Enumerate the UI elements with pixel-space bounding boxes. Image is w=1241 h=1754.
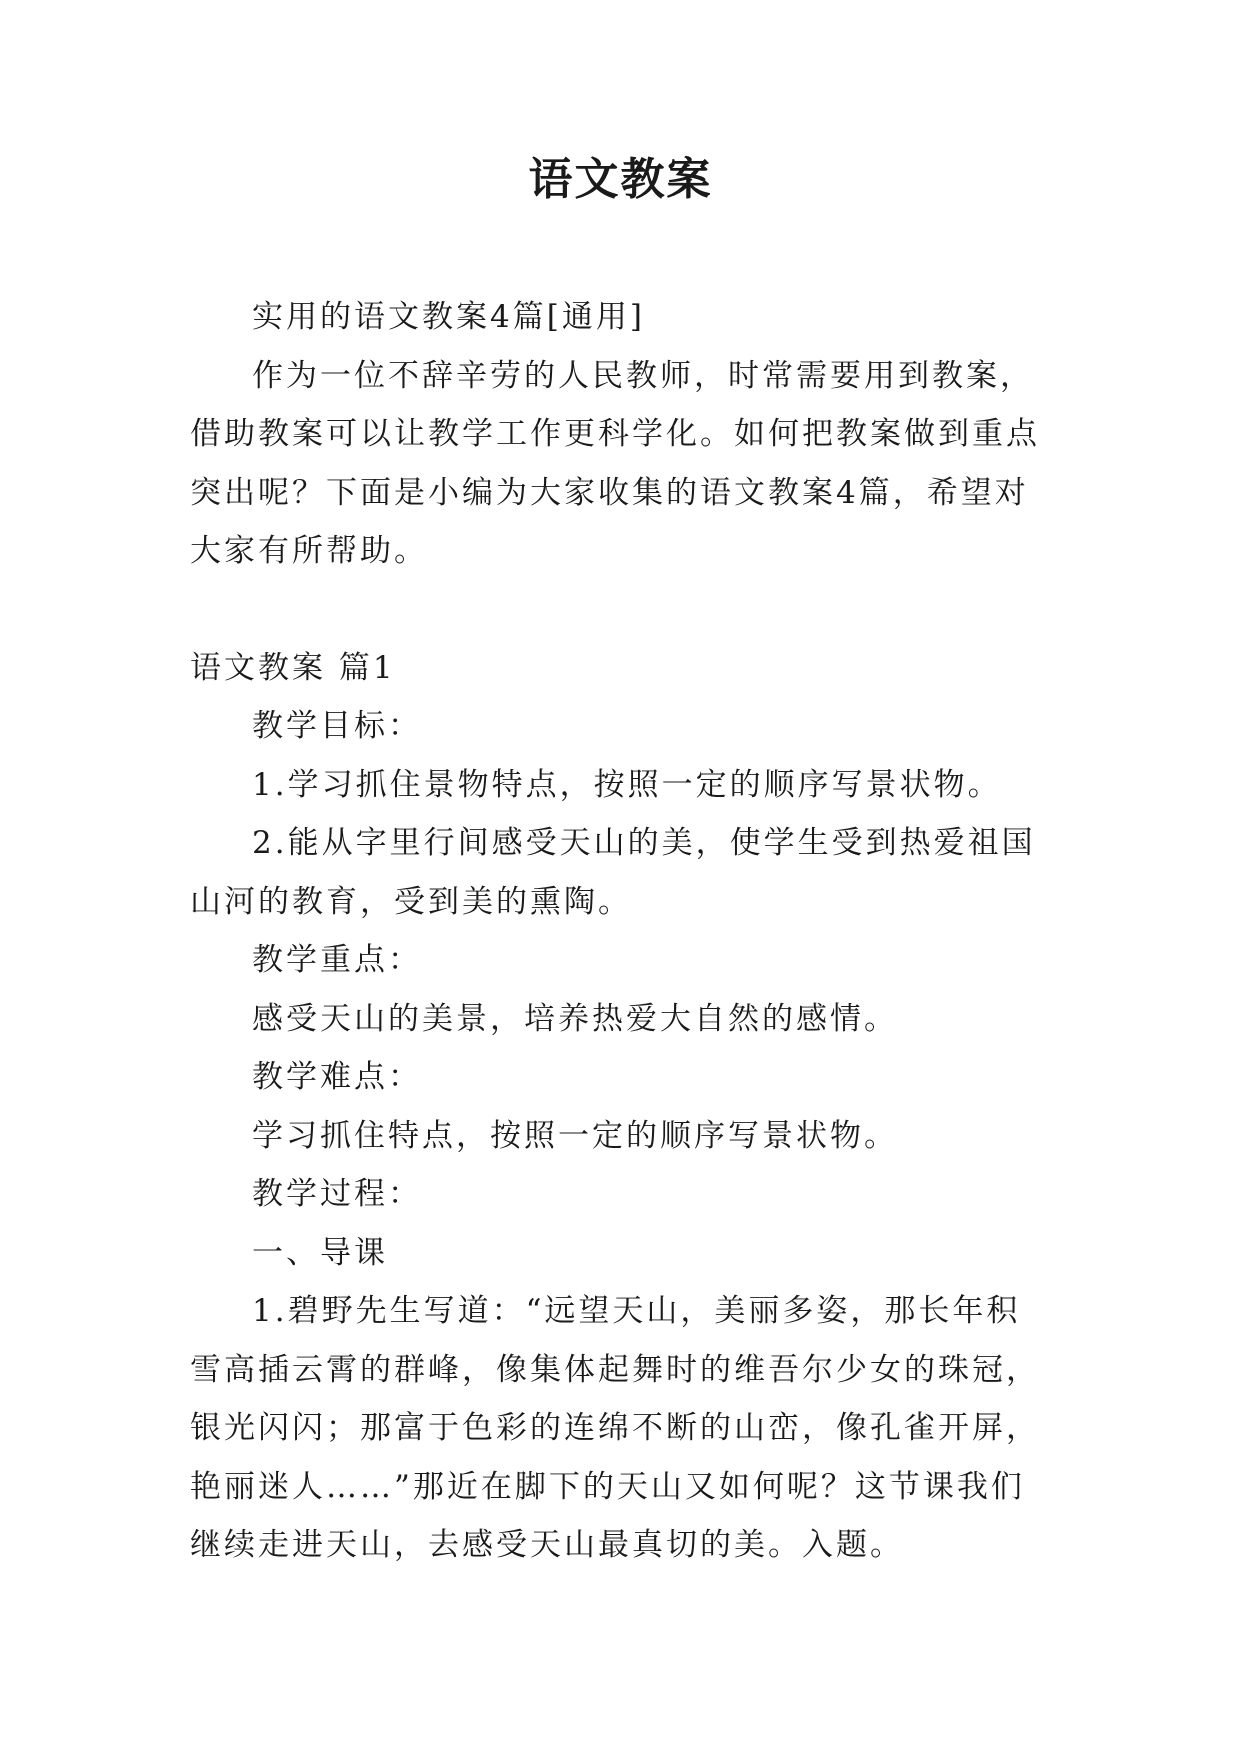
step-heading: 一、导课 — [252, 1234, 388, 1271]
key-point-text: 感受天山的美景，培养热爱大自然的感情。 — [252, 1000, 898, 1037]
goals-label: 教学目标： — [252, 708, 422, 744]
subtitle: 实用的语文教案4篇[通用] — [252, 299, 645, 335]
intro-paragraph: 作为一位不辞辛劳的人民教师，时常需要用到教案，借助教案可以让教学工作更科学化。如何把教案做到重点突出呢？下面是小编为大家收集的语文教案4篇，希望对大家有所帮助。 — [190, 357, 1040, 569]
difficulty-label: 教学难点： — [252, 1059, 422, 1095]
step-paragraph: 1.碧野先生写道：“远望天山，美丽多姿，那长年积雪高插云霄的群峰，像集体起舞时的维吾尔少女的珠冠，银光闪闪；那富于色彩的连绵不断的山峦，像孔雀开屏，艳丽迷人……”那近在脚下的天山又如何呢？这节课我们继续走进天山，去感受天山最真切的美。入题。 — [190, 1293, 1040, 1563]
process-label: 教学过程： — [252, 1176, 422, 1212]
goal-item-1: 1.学习抓住景物特点，按照一定的顺序写景状物。 — [252, 766, 1002, 803]
difficulty-text: 学习抓住特点，按照一定的顺序写景状物。 — [252, 1117, 898, 1154]
section-heading: 语文教案 篇1 — [190, 649, 396, 686]
document-body — [190, 288, 1052, 1575]
document-title: 语文教案 — [528, 154, 713, 205]
goal-item-2: 2.能从字里行间感受天山的美，使学生受到热爱祖国山河的教育，受到美的熏陶。 — [190, 825, 1036, 920]
key-point-label: 教学重点： — [252, 942, 422, 978]
paragraph-gap — [190, 581, 1052, 639]
